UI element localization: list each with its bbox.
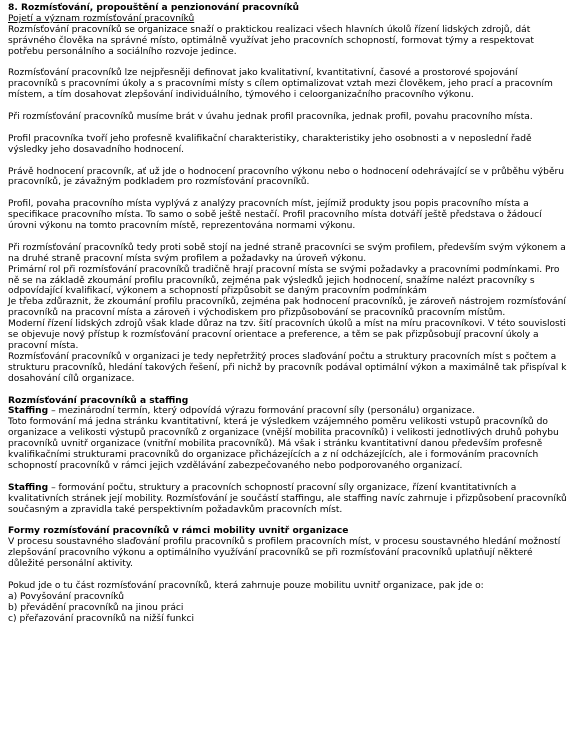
- paragraph-definition: Rozmísťování pracovníků lze nejpřesněji definovat jako kvalitativní, kvantitativní, časové a prostorové spojování pracovníků s pracovními úkoly a s pracovními místy s cílem optimalizovat vztah mezi člověkem, jeho prací a pracovním místem, a tím dosahovat zlepšování individuálního, týmového i celoorganizačního pracovního výkonu.: [8, 68, 553, 101]
- paragraph-process: V procesu soustavného slaďování profilu pracovníků s profilem pracovních míst, v procesu soustavného hledání možností zlepšování pracovního výkonu a optimálního využívání pracovníků se při rozmísťování pracovníků uplatňují některé důležité personální aktivity.: [8, 537, 561, 570]
- section-heading-forms: Formy rozmísťování pracovníků v rámci mobility uvnitř organizace: [8, 526, 349, 537]
- paragraph-job-profile: Profil, povaha pracovního místa vyplývá z analýzy pracovních míst, jejímiž produkty jsou popis pracovního místa a specifikace pracovního místa. To samo o sobě ještě nestačí. Profil pracovního místa dotváří ještě představa o žádoucí úrovni výkonu na tomto pracovním místě, reprezentována normami výkonu.: [8, 199, 542, 232]
- paragraph-gap: [8, 515, 569, 526]
- list-item: c) přeřazování pracovníků na nižší funkci: [8, 613, 195, 624]
- paragraph-gap: [8, 188, 569, 199]
- paragraph-evaluation: Právě hodnocení pracovník, ať už jde o hodnocení pracovního výkonu nebo o hodnocení odehrávající se v průběhu výběru pracovníků, je závažným podkladem pro rozmísťování pracovníků.: [8, 166, 565, 188]
- paragraph-worker-profile: Profil pracovníka tvoří jeho profesně kvalifikační charakteristiky, charakteristiky jeho osobnosti a v neposlední řadě výsledky jeho dosavadního hodnocení.: [8, 133, 532, 155]
- staffing-term: Staffing: [8, 482, 49, 493]
- paragraph-gap: [8, 101, 569, 112]
- section-heading-staffing: Rozmísťování pracovníků a staffing: [8, 395, 189, 406]
- paragraph-gap: [8, 385, 569, 396]
- paragraph-profiles: Při rozmísťování pracovníků musíme brát v úvahu jednak profil pracovníka, jednak profil, povahu pracovního místa.: [8, 112, 533, 123]
- staffing-term: Staffing: [8, 406, 49, 417]
- section-title: 8. Rozmísťování, propouštění a penzionování pracovníků: [8, 3, 299, 13]
- section-subtitle: Pojetí a význam rozmísťování pracovníků: [8, 13, 195, 24]
- paragraph-staffing-term: [8, 406, 569, 417]
- paragraph-gap: [8, 472, 569, 483]
- staffing-definition: – mezinárodní termín, který odpovídá výrazu formování pracovní síly (personálu) organizace.: [48, 406, 475, 417]
- paragraph-emphasis: Je třeba zdůraznit, že zkoumání profilu pracovníků, zejména pak hodnocení pracovníků, je zároveň nástrojem rozmísťování pracovníků na pracovní místa a zároveň i východiskem pro přizpůsobování se pracovníků pracovním místům.: [8, 297, 566, 319]
- paragraph-gap: [8, 232, 569, 243]
- paragraph-modern-hrm: Moderní řízení lidských zdrojů však klade důraz na tzv. šití pracovních úkolů a míst na míru pracovníkovi. V této souvislosti se objevuje nový přístup k rozmísťování pracovní orientace a preference, a těm se pak přizpůsobují pracovní úkoly a pracovní místa.: [8, 319, 566, 351]
- paragraph-gap: [8, 123, 569, 134]
- paragraph-gap: [8, 58, 569, 69]
- paragraph-staffing-term-2: [8, 483, 569, 516]
- paragraph-mobility: Pokud jde o tu část rozmísťování pracovníků, která zahrnuje pouze mobilitu uvnitř organizace, pak jde o:: [8, 580, 484, 591]
- staffing-definition: – formování počtu, struktury a pracovních schopností pracovní síly organizace, řízení kvantitativních a kvalitativních stránek její mobility. Rozmísťování je součástí staffingu, ale staffing navíc zahrnuje i přizpůsobení pracovníků současným a zpravidla také perspektivním požadavkům pracovních míst.: [8, 482, 567, 515]
- paragraph-two-sides: Při rozmísťování pracovníků tedy proti sobě stojí na jedné straně pracovníci se svým profilem, především svým výkonem a na druhé straně pracovní místa svým profilem a požadavky na úroveň výkonu.: [8, 242, 566, 264]
- paragraph-continuous-process: Rozmísťování pracovníků v organizaci je tedy nepřetržitý proces slaďování počtu a struktury pracovních míst s počtem a strukturu pracovníků, hledání takových řešení, při nichž by pracovník podával optimální výkon a maximálně tak přispíval k dosahování cílů organizace.: [8, 351, 567, 384]
- paragraph-gap: [8, 156, 569, 167]
- paragraph-gap: [8, 570, 569, 581]
- list-item: b) převádění pracovníků na jinou práci: [8, 602, 184, 613]
- list-item: a) Povyšování pracovníků: [8, 591, 125, 602]
- paragraph-staffing-forming: Toto formování má jedna stránku kvantitativní, která je výsledkem vzájemného poměru velikosti vstupů pracovníků do organizace a velikosti výstupů pracovníků z organizace (vnější mobilita pracovníků) i velikosti jednotlivých druhů pohybu pracovníků uvnitř organizace (vnitřní mobilita pracovníků). Má však i stránku kvantitativní danou především profesně kvalifikačními strukturami pracovníků do organizace přicházejících a z ní odcházejících, ale i formováním pracovních schopností pracovníků v rámci jejich vzdělávání zabezpečovaného nebo podporovaného organizací.: [8, 417, 559, 471]
- paragraph-intro: Rozmísťování pracovníků se organizace snaží o praktickou realizaci všech hlavních úkolů řízení lidských zdrojů, dát správného člověka na správné místo, optimálně využívat jeho pracovních schopností, formovat týmy a respektovat potřebu personálního a sociálního rozvoje jedince.: [8, 24, 534, 57]
- paragraph-primary-role: Primární rol při rozmísťování pracovníků tradičně hrají pracovní místa se svými požadavky a pracovními podmínkami. Pro ně se na základě zkoumání profilu pracovníků, zejména pak výsledků jejich hodnocení, snažíme nalézt pracovníky s odpovídající kvalifikací, výkonem a schopností přizpůsobit se daným pracovním podmínkám: [8, 264, 560, 297]
